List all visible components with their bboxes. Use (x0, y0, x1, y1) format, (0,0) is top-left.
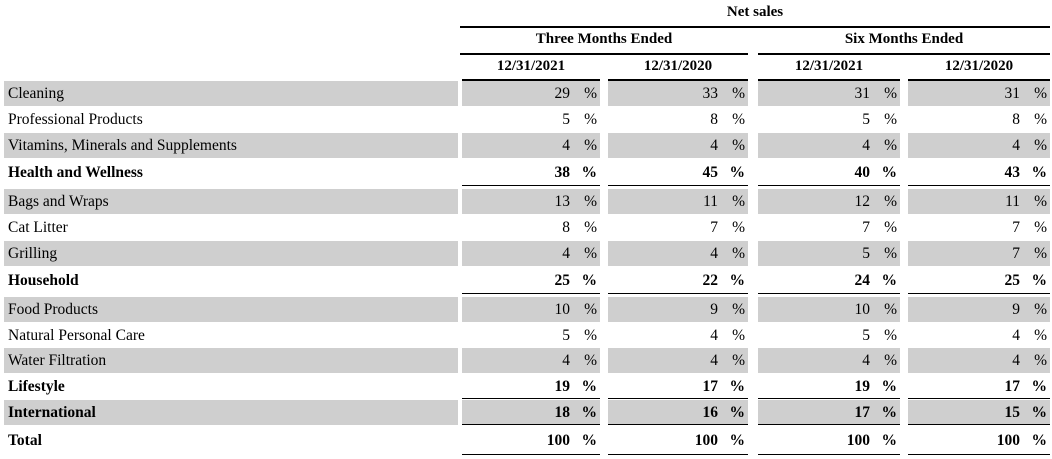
subtotal-rule (908, 424, 1050, 425)
cell-value: 100 (996, 432, 1020, 449)
cell-value: 15 (1004, 404, 1020, 421)
percent-sign: % (729, 378, 745, 395)
table-row (4, 400, 1050, 425)
row-label: Household (8, 272, 79, 289)
cell-value: 11 (1005, 193, 1020, 210)
percent-sign: % (729, 164, 745, 181)
group-six-months: Six Months Ended (844, 31, 964, 47)
cell-value: 31 (1004, 85, 1020, 102)
percent-sign: % (581, 404, 597, 421)
percent-sign: % (884, 327, 897, 344)
group-three-months-rule (460, 53, 748, 55)
table-row (4, 215, 1050, 240)
cell-value: 17 (702, 378, 718, 395)
cell-value: 9 (710, 301, 718, 318)
percent-sign: % (584, 137, 597, 154)
value-cell (608, 215, 748, 240)
value-cell (608, 159, 748, 186)
table-row (4, 189, 1050, 214)
cell-value: 4 (1012, 327, 1020, 344)
row-label: Cat Litter (8, 219, 68, 236)
percent-sign: % (729, 432, 745, 449)
subtotal-rule (462, 185, 600, 186)
subtotal-rule (908, 454, 1050, 455)
group-three-months: Three Months Ended (535, 31, 673, 47)
percent-sign: % (584, 193, 597, 210)
value-cell (758, 241, 900, 266)
percent-sign: % (881, 272, 897, 289)
value-cell (462, 159, 600, 186)
value-cell (908, 348, 1050, 373)
percent-sign: % (884, 352, 897, 369)
row-label: Professional Products (8, 111, 143, 128)
row-label: Vitamins, Minerals and Supplements (8, 137, 237, 154)
cell-value: 22 (702, 272, 718, 289)
percent-sign: % (1034, 352, 1047, 369)
cell-value: 4 (710, 137, 718, 154)
row-label: Food Products (8, 301, 98, 318)
cell-value: 5 (862, 245, 870, 262)
cell-value: 25 (554, 272, 570, 289)
cell-value: 7 (710, 219, 718, 236)
subtotal-rule (758, 424, 900, 425)
subtotal-rule (758, 293, 900, 294)
value-cell (462, 400, 600, 425)
row-shading (4, 241, 458, 266)
value-cell (608, 348, 748, 373)
value-cell (908, 215, 1050, 240)
row-label: Lifestyle (8, 378, 65, 395)
subtotal-rule (608, 454, 748, 455)
value-cell (908, 323, 1050, 348)
value-cell (608, 133, 748, 158)
cell-value: 7 (1012, 219, 1020, 236)
percent-sign: % (732, 301, 745, 318)
table-row (4, 267, 1050, 294)
subtotal-rule (758, 398, 900, 399)
percent-sign: % (881, 404, 897, 421)
table-row (4, 241, 1050, 266)
cell-value: 9 (1012, 301, 1020, 318)
percent-sign: % (881, 378, 897, 395)
cell-value: 24 (854, 272, 870, 289)
value-cell (908, 400, 1050, 425)
cell-value: 29 (554, 85, 570, 102)
cell-value: 4 (562, 137, 570, 154)
cell-value: 33 (702, 85, 718, 102)
value-cell (908, 108, 1050, 132)
percent-sign: % (884, 245, 897, 262)
table-row (4, 159, 1050, 186)
value-cell (758, 215, 900, 240)
percent-sign: % (884, 137, 897, 154)
col-header-4: 12/31/2020 (944, 58, 1014, 74)
percent-sign: % (1031, 404, 1047, 421)
value-cell (908, 241, 1050, 266)
percent-sign: % (732, 85, 745, 102)
table-row (4, 108, 1050, 132)
cell-value: 31 (854, 85, 870, 102)
table-row (4, 427, 1050, 455)
value-cell (608, 108, 748, 132)
subtotal-rule (462, 293, 600, 294)
subtotal-rule (608, 424, 748, 425)
cell-value: 10 (854, 301, 870, 318)
cell-value: 4 (1012, 137, 1020, 154)
percent-sign: % (884, 219, 897, 236)
table-row (4, 348, 1050, 373)
cell-value: 5 (562, 327, 570, 344)
value-cell (608, 323, 748, 348)
value-cell (608, 374, 748, 399)
header-title-rule (460, 26, 1050, 28)
cell-value: 19 (554, 378, 570, 395)
cell-value: 4 (710, 327, 718, 344)
percent-sign: % (1034, 85, 1047, 102)
cell-value: 4 (562, 245, 570, 262)
percent-sign: % (1031, 272, 1047, 289)
subtotal-rule (462, 424, 600, 425)
value-cell (758, 133, 900, 158)
value-cell (608, 81, 748, 106)
percent-sign: % (1031, 432, 1047, 449)
percent-sign: % (884, 85, 897, 102)
subtotal-rule (608, 185, 748, 186)
subtotal-rule (758, 454, 900, 455)
row-label: Cleaning (8, 85, 64, 102)
value-cell (758, 323, 900, 348)
value-cell (908, 427, 1050, 455)
row-label: Total (8, 432, 42, 449)
cell-value: 10 (554, 301, 570, 318)
cell-value: 4 (710, 245, 718, 262)
value-cell (908, 133, 1050, 158)
subtotal-rule (462, 454, 600, 455)
percent-sign: % (729, 272, 745, 289)
cell-value: 16 (702, 404, 718, 421)
cell-value: 11 (703, 193, 718, 210)
cell-value: 40 (854, 164, 870, 181)
percent-sign: % (732, 193, 745, 210)
row-label: Water Filtration (8, 352, 107, 369)
value-cell (608, 189, 748, 214)
percent-sign: % (581, 272, 597, 289)
cell-value: 100 (546, 432, 570, 449)
subtotal-rule (908, 398, 1050, 399)
percent-sign: % (732, 352, 745, 369)
cell-value: 7 (1012, 245, 1020, 262)
cell-value: 7 (862, 219, 870, 236)
percent-sign: % (884, 111, 897, 128)
value-cell (462, 427, 600, 455)
value-cell (462, 297, 600, 322)
subtotal-rule (462, 398, 600, 399)
value-cell (758, 297, 900, 322)
value-cell (462, 108, 600, 132)
value-cell (908, 189, 1050, 214)
percent-sign: % (732, 327, 745, 344)
table-row (4, 323, 1050, 348)
cell-value: 4 (1012, 352, 1020, 369)
value-cell (908, 374, 1050, 399)
value-cell (608, 241, 748, 266)
cell-value: 18 (554, 404, 570, 421)
cell-value: 13 (554, 193, 570, 210)
row-label: Bags and Wraps (8, 193, 109, 210)
cell-value: 38 (554, 164, 570, 181)
cell-value: 17 (1004, 378, 1020, 395)
cell-value: 100 (694, 432, 718, 449)
percent-sign: % (581, 164, 597, 181)
value-cell (758, 400, 900, 425)
value-cell (758, 159, 900, 186)
value-cell (608, 427, 748, 455)
percent-sign: % (584, 327, 597, 344)
cell-value: 45 (702, 164, 718, 181)
cell-value: 5 (862, 111, 870, 128)
cell-value: 100 (846, 432, 870, 449)
col-header-2: 12/31/2020 (643, 58, 713, 74)
percent-sign: % (732, 245, 745, 262)
col-header-3: 12/31/2021 (794, 58, 864, 74)
group-six-months-rule (758, 53, 1050, 55)
table-row (4, 374, 1050, 399)
percent-sign: % (881, 164, 897, 181)
value-cell (462, 348, 600, 373)
cell-value: 4 (710, 352, 718, 369)
value-cell (908, 267, 1050, 294)
percent-sign: % (1031, 378, 1047, 395)
percent-sign: % (884, 301, 897, 318)
col-header-1: 12/31/2021 (496, 58, 566, 74)
cell-value: 12 (854, 193, 870, 210)
subtotal-rule (908, 185, 1050, 186)
percent-sign: % (584, 245, 597, 262)
cell-value: 25 (1004, 272, 1020, 289)
cell-value: 5 (562, 111, 570, 128)
subtotal-rule (608, 293, 748, 294)
percent-sign: % (1034, 193, 1047, 210)
percent-sign: % (1034, 327, 1047, 344)
percent-sign: % (884, 193, 897, 210)
table-row (4, 133, 1050, 158)
cell-value: 4 (862, 137, 870, 154)
value-cell (908, 159, 1050, 186)
cell-value: 17 (854, 404, 870, 421)
percent-sign: % (584, 85, 597, 102)
value-cell (758, 348, 900, 373)
value-cell (758, 427, 900, 455)
value-cell (758, 108, 900, 132)
percent-sign: % (584, 219, 597, 236)
subtotal-rule (758, 185, 900, 186)
percent-sign: % (732, 111, 745, 128)
value-cell (758, 189, 900, 214)
value-cell (758, 81, 900, 106)
subtotal-rule (908, 293, 1050, 294)
row-label: Natural Personal Care (8, 327, 145, 344)
cell-value: 5 (862, 327, 870, 344)
cell-value: 43 (1004, 164, 1020, 181)
percent-sign: % (1034, 111, 1047, 128)
percent-sign: % (729, 404, 745, 421)
value-cell (758, 374, 900, 399)
value-cell (462, 374, 600, 399)
percent-sign: % (732, 137, 745, 154)
value-cell (462, 323, 600, 348)
percent-sign: % (881, 432, 897, 449)
value-cell (462, 241, 600, 266)
subtotal-rule (608, 398, 748, 399)
value-cell (462, 189, 600, 214)
percent-sign: % (581, 378, 597, 395)
table-row (4, 297, 1050, 322)
table-row (4, 81, 1050, 106)
cell-value: 8 (562, 219, 570, 236)
value-cell (608, 267, 748, 294)
percent-sign: % (584, 301, 597, 318)
percent-sign: % (1034, 245, 1047, 262)
cell-value: 8 (710, 111, 718, 128)
percent-sign: % (1034, 137, 1047, 154)
row-label: International (8, 404, 96, 421)
cell-value: 19 (854, 378, 870, 395)
row-label: Grilling (8, 245, 58, 262)
header-title: Net sales (726, 4, 784, 20)
percent-sign: % (581, 432, 597, 449)
percent-sign: % (1031, 164, 1047, 181)
percent-sign: % (584, 111, 597, 128)
cell-value: 4 (862, 352, 870, 369)
value-cell (908, 297, 1050, 322)
row-label: Health and Wellness (8, 164, 143, 181)
value-cell (462, 133, 600, 158)
value-cell (608, 297, 748, 322)
value-cell (462, 81, 600, 106)
value-cell (758, 267, 900, 294)
value-cell (462, 215, 600, 240)
cell-value: 4 (562, 352, 570, 369)
value-cell (908, 81, 1050, 106)
percent-sign: % (1034, 219, 1047, 236)
percent-sign: % (1034, 301, 1047, 318)
cell-value: 8 (1012, 111, 1020, 128)
value-cell (462, 267, 600, 294)
row-shading (4, 81, 458, 106)
value-cell (608, 400, 748, 425)
percent-sign: % (732, 219, 745, 236)
percent-sign: % (584, 352, 597, 369)
